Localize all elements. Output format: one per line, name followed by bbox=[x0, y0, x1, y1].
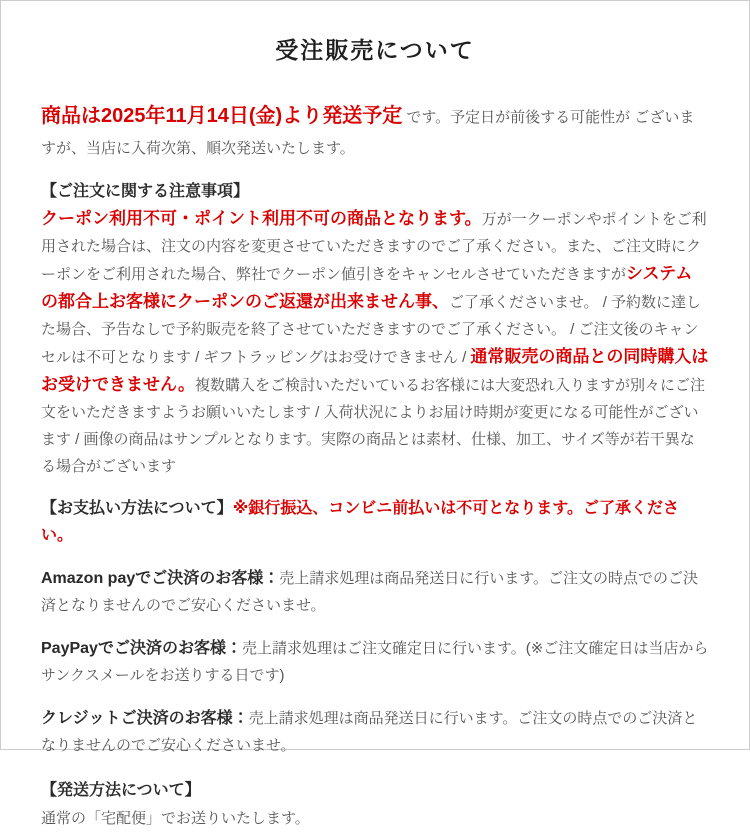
note-segment-no-refund: システムの都合上お客様にクーポンのご返還が出来ません事、 bbox=[41, 263, 693, 311]
page-title: 受注販売について bbox=[275, 37, 475, 63]
note-segment-coupon-ban: クーポン利用不可・ポイント利用不可の商品となります。 bbox=[41, 208, 482, 228]
shipping-method-heading: 【発送方法について】 bbox=[41, 781, 201, 799]
note-segment-no-combined-purchase: 通常販売の商品との同時購入はお受けできません。 bbox=[41, 346, 709, 394]
payment-warning: ※銀行振込、コンビニ前払いは不可となります。ご了承ください。 bbox=[41, 499, 679, 544]
shipping-date-notice bbox=[41, 101, 709, 164]
shipping-date-rest: です。予定日が前後する可能性が ございますが、当店に入荷次第、順次発送いたします。 bbox=[41, 108, 695, 157]
payment-method-paypay bbox=[41, 635, 709, 689]
note-segment-reservation-rules: ご了承くださいませ。 / 予約数に達した場合、予告なしで予約販売を終了させていただきますのでご了承ください。 / ご注文後のキャンセルは不可となります / ギフトラッピングはお受けできません / bbox=[41, 293, 702, 366]
payment-method-label: クレジットご決済のお客様： bbox=[41, 709, 249, 727]
shipping-method-text: 通常の「宅配便」でお送りいたします。 bbox=[41, 809, 310, 827]
payment-method-credit-card bbox=[41, 705, 709, 759]
page-content bbox=[1, 1, 749, 832]
payment-method-text: 売上請求処理はご注文確定日に行います。(※ご注文確定日は当店からサンクスメールをお送りする日です) bbox=[41, 639, 709, 684]
payment-method-text: 売上請求処理は商品発送日に行います。ご注文の時点でのご決済となりませんのでご安心くださいませ。 bbox=[41, 709, 698, 754]
payment-method-label: Amazon payでご決済のお客様： bbox=[41, 569, 280, 587]
note-segment-misc-rules: 複数購入をご検討いただいているお客様には大変恐れ入りますが別々にご注文をいただきますようお願いいたします / 入荷状況によりお届け時期が変更になる可能性がございます / 画像の商品はサンプルとなります。実際の商品とは素材、仕様、加工、サイズ等が若干異なる場合がございます bbox=[41, 376, 706, 475]
note-segment-coupon-detail: 万が一クーポンやポイントをご利用された場合は、注文の内容を変更させていただきますのでご了承ください。また、ご注文時にクーポンをご利用された場合、弊社でクーポン値引きをキャンセルさせていただきますが bbox=[41, 210, 707, 283]
payment-method-amazon-pay bbox=[41, 565, 709, 619]
shipping-date-highlight: 商品は2025年11月14日(金)より発送予定 bbox=[41, 104, 403, 127]
payment-heading: 【お支払い方法について】 bbox=[41, 499, 233, 517]
payment-method-label: PayPayでご決済のお客様： bbox=[41, 639, 242, 657]
order-notes-body bbox=[41, 205, 709, 480]
payment-method-text: 売上請求処理は商品発送日に行います。ご注文の時点でのご決済となりませんのでご安心くださいませ。 bbox=[41, 569, 699, 614]
order-notes-heading: 【ご注文に関する注意事項】 bbox=[41, 182, 250, 200]
payment-heading-line bbox=[41, 495, 709, 549]
